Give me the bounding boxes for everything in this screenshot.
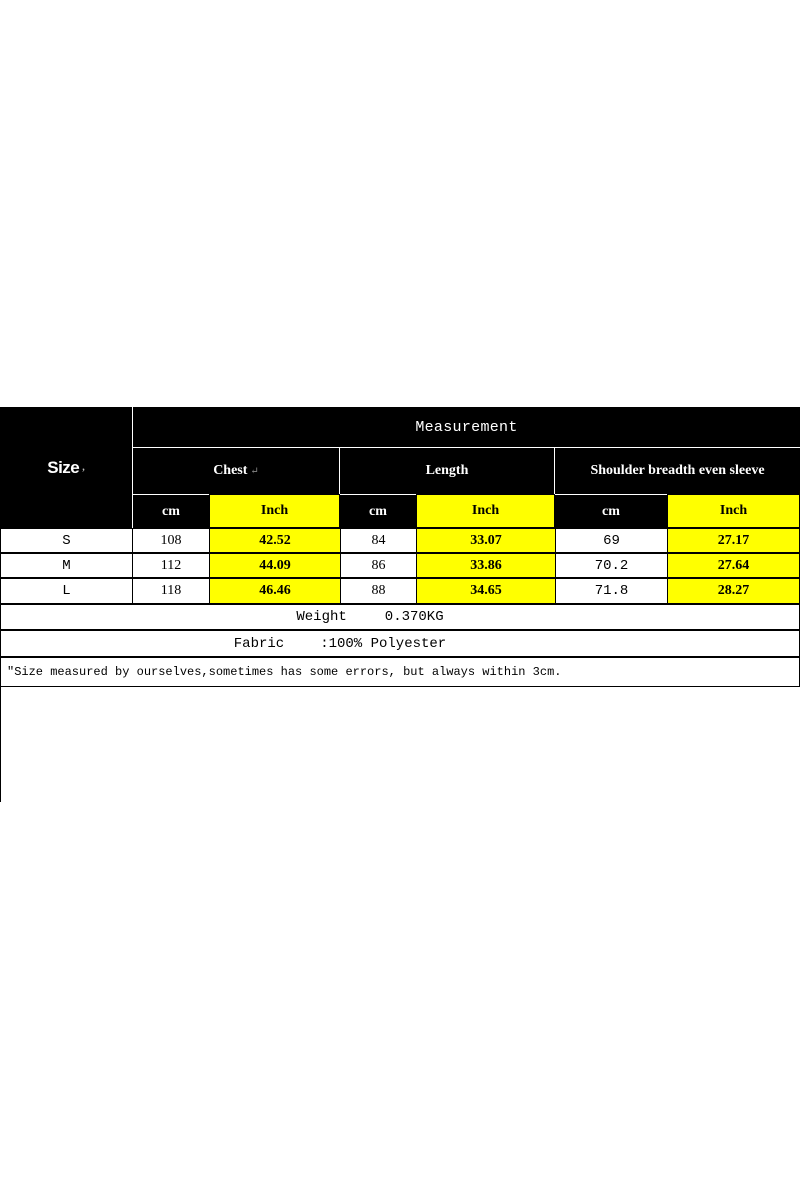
size-value: S bbox=[62, 532, 71, 549]
length-cm-value: 84 bbox=[371, 532, 386, 548]
fabric-row bbox=[0, 630, 800, 657]
table-cell bbox=[132, 553, 210, 578]
unit-label: Inch bbox=[260, 503, 289, 518]
unit-cm-length bbox=[340, 494, 416, 528]
length-cm-value: 88 bbox=[371, 583, 386, 598]
table-row-size bbox=[0, 528, 133, 553]
group-label-shoulder: Shoulder breadth even sleeve bbox=[590, 463, 765, 478]
table-cell bbox=[416, 578, 556, 604]
shoulder-cm-value: 71.8 bbox=[594, 583, 629, 599]
chest-inch-value: 42.52 bbox=[259, 532, 291, 548]
table-cell bbox=[667, 578, 800, 604]
decor-mark: ↵ bbox=[250, 465, 259, 477]
table-cell bbox=[555, 528, 668, 553]
weight-row bbox=[0, 604, 800, 630]
length-inch-value: 33.86 bbox=[470, 557, 502, 573]
divider bbox=[0, 687, 1, 802]
weight-value: 0.370KG bbox=[384, 609, 444, 625]
shoulder-inch-value: 27.17 bbox=[717, 532, 750, 548]
table-cell bbox=[340, 553, 417, 578]
unit-label: cm bbox=[602, 503, 620, 519]
shoulder-cm-value: 70.2 bbox=[594, 557, 629, 574]
unit-label: cm bbox=[369, 503, 387, 519]
size-value: M bbox=[62, 557, 71, 574]
chest-inch-value: 46.46 bbox=[259, 583, 291, 598]
table-cell bbox=[340, 528, 417, 553]
unit-inch-shoulder bbox=[667, 494, 800, 528]
table-cell bbox=[132, 528, 210, 553]
unit-label: cm bbox=[162, 503, 180, 519]
table-cell bbox=[555, 553, 668, 578]
measurement-header-cell bbox=[133, 407, 800, 448]
length-inch-value: 34.65 bbox=[470, 583, 502, 598]
measurement-header: Measurement bbox=[415, 418, 518, 436]
shoulder-inch-value: 28.27 bbox=[717, 583, 750, 598]
note-row bbox=[0, 657, 800, 687]
table-cell bbox=[209, 578, 341, 604]
size-value: L bbox=[62, 583, 71, 599]
fabric-value: :100% Polyester bbox=[320, 635, 447, 652]
length-cm-value: 86 bbox=[371, 557, 386, 573]
table-cell bbox=[209, 528, 341, 553]
table-cell bbox=[555, 578, 668, 604]
unit-label: Inch bbox=[719, 503, 748, 518]
unit-label: Inch bbox=[471, 503, 500, 518]
table-cell bbox=[667, 528, 800, 553]
chest-inch-value: 44.09 bbox=[259, 557, 291, 573]
chest-cm-value: 118 bbox=[160, 583, 182, 598]
length-inch-value: 33.07 bbox=[470, 532, 502, 548]
size-note: "Size measured by ourselves,sometimes has some errors, but always within 3cm. bbox=[7, 665, 562, 679]
decor-mark: , bbox=[82, 462, 85, 473]
size-header-cell bbox=[0, 407, 133, 528]
group-header-chest bbox=[133, 448, 340, 494]
shoulder-cm-value: 69 bbox=[603, 532, 620, 549]
chest-cm-value: 108 bbox=[160, 532, 182, 548]
unit-cm-chest bbox=[133, 494, 209, 528]
shoulder-inch-value: 27.64 bbox=[717, 557, 750, 573]
chest-cm-value: 112 bbox=[160, 557, 182, 573]
unit-inch-length bbox=[416, 494, 555, 528]
fabric-label: Fabric bbox=[233, 635, 285, 652]
size-header: Size bbox=[47, 457, 80, 477]
table-cell bbox=[416, 553, 556, 578]
table-cell bbox=[209, 553, 341, 578]
table-cell bbox=[340, 578, 417, 604]
size-chart bbox=[0, 407, 800, 687]
group-header-shoulder bbox=[555, 448, 800, 494]
table-cell bbox=[132, 578, 210, 604]
table-row-size bbox=[0, 578, 133, 604]
group-label-chest: Chest bbox=[213, 463, 248, 478]
unit-cm-shoulder bbox=[555, 494, 667, 528]
group-label-length: Length bbox=[425, 463, 469, 478]
weight-label: Weight bbox=[296, 609, 347, 625]
table-cell bbox=[416, 528, 556, 553]
unit-inch-chest bbox=[209, 494, 340, 528]
group-header-length bbox=[340, 448, 555, 494]
table-cell bbox=[667, 553, 800, 578]
table-row-size bbox=[0, 553, 133, 578]
